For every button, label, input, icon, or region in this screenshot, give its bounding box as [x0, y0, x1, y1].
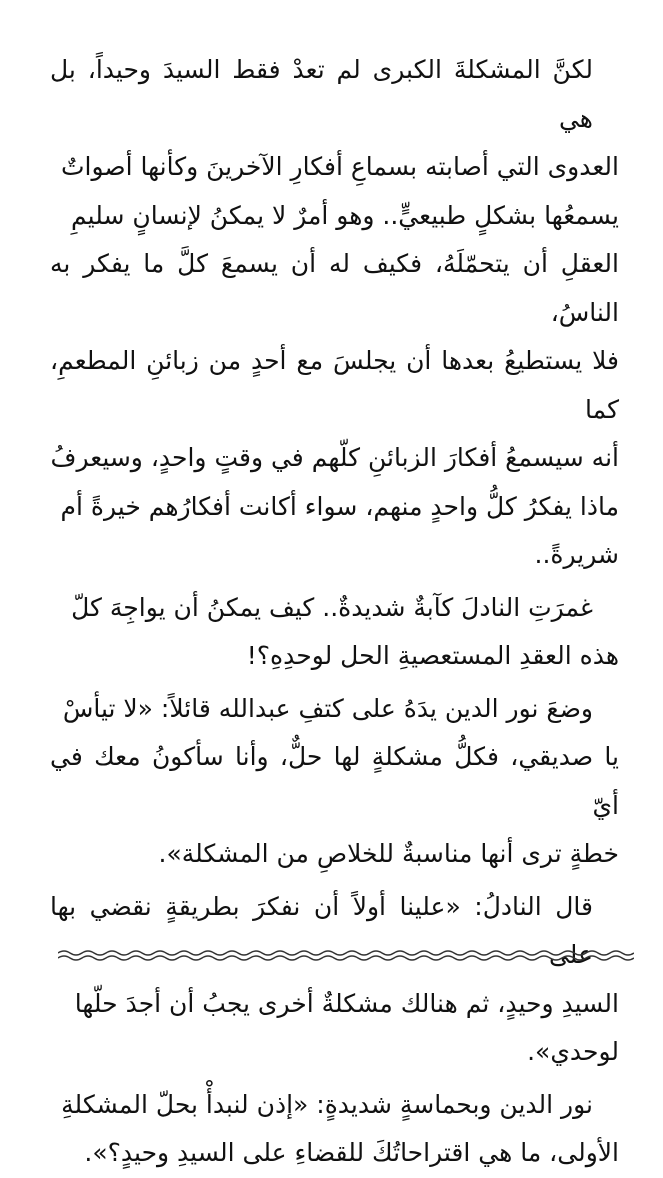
- text-line: وضعَ نور الدين يدَهُ على كتفِ عبدالله قائلاً: «لا تيأسْ: [62, 693, 593, 723]
- wavy-line-top: [58, 951, 634, 955]
- paragraph-4: [50, 883, 619, 1077]
- text-line: نور الدين وبحماسةٍ شديدةٍ: «إذن لنبدأْ بحلّ المشكلةِ: [61, 1089, 593, 1119]
- paragraph-3: [50, 685, 619, 879]
- text-line: يسمعُها بشكلٍ طبيعيٍّ.. وهو أمرٌ لا يمكنُ لإنسانٍ سليمِ: [71, 200, 619, 230]
- text-line: غمرَتِ النادلَ كآبةٌ شديدةٌ.. كيف يمكنُ أن يواجِهَ كلّ: [71, 592, 593, 622]
- text-line: الأولى، ما هي اقتراحاتُكَ للقضاءِ على السيدِ وحيدٍ؟».: [84, 1138, 619, 1167]
- text-line: فلا يستطيعُ بعدها أن يجلسَ مع أحدٍ من زبائنِ المطعمِ، كما: [50, 346, 619, 424]
- text-line: هذه العقدِ المستعصيةِ الحل لوحدِهِ؟!: [246, 641, 619, 670]
- paragraph-2: [50, 584, 619, 681]
- wavy-divider: [58, 948, 634, 962]
- text-line: ماذا يفكرُ كلُّ واحدٍ منهم، سواء أكانت أفكارُهم خيرةً أم: [60, 491, 619, 521]
- text-line: يا صديقي، فكلُّ مشكلةٍ لها حلٌّ، وأنا سأكونُ معك في أيّ: [50, 742, 619, 820]
- text-line: أنه سيسمعُ أفكارَ الزبائنِ كلّهم في وقتٍ واحدٍ، وسيعرفُ: [50, 443, 619, 472]
- text-line: شريرةً..: [534, 540, 619, 569]
- text-line: لوحدي».: [527, 1037, 619, 1066]
- text-line: العقلِ أن يتحمّلَهُ، فكيف له أن يسمعَ كلَّ ما يفكر به الناسُ،: [50, 249, 619, 327]
- paragraph-5: [50, 1081, 619, 1178]
- text-line: العدوى التي أصابته بسماعِ أفكارِ الآخرينَ وكأنها أصواتٌ: [61, 152, 619, 181]
- paragraph-1: [50, 46, 619, 580]
- text-line: قال النادلُ: «علينا أولاً أن نفكرَ بطريقةٍ نقضي بها على: [50, 891, 593, 969]
- text-line: خطةٍ ترى أنها مناسبةٌ للخلاصِ من المشكلة».: [158, 839, 619, 868]
- text-line: لكنَّ المشكلةَ الكبرى لم تعدْ فقط السيدَ وحيداً، بل هي: [50, 55, 593, 133]
- wavy-line-bottom: [58, 956, 634, 960]
- text-line: السيدِ وحيدٍ، ثم هنالك مشكلةٌ أخرى يجبُ أن أجدَ حلّها: [74, 988, 619, 1018]
